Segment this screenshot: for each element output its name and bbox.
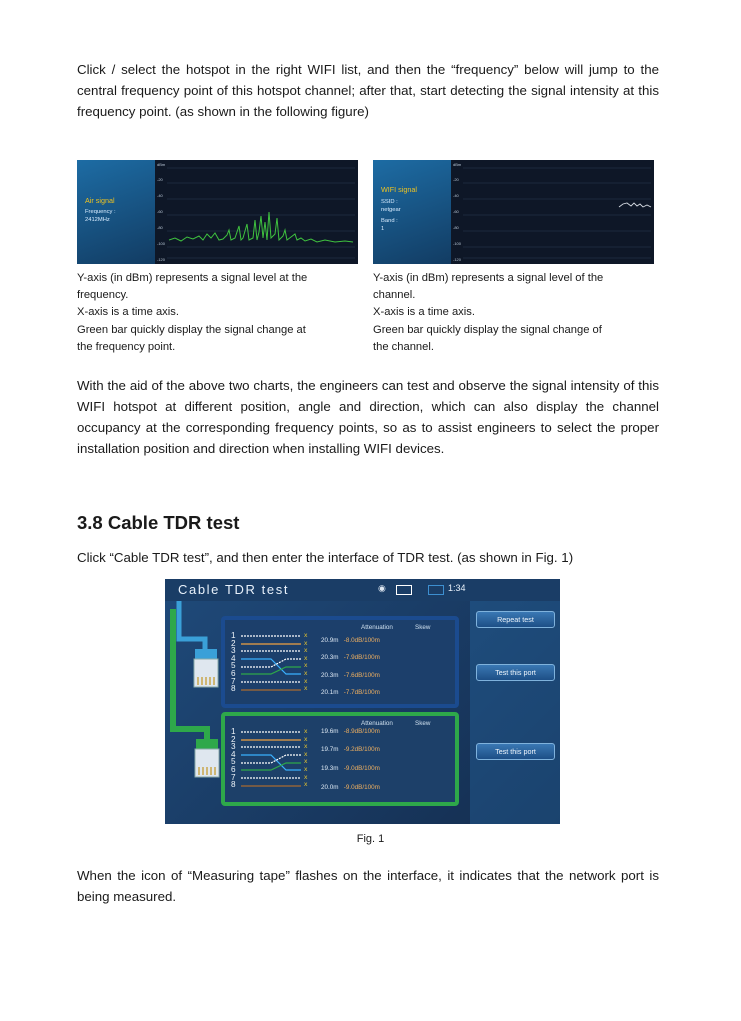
figure-label: Fig. 1 [356,833,385,845]
y-tick-40: -40 [453,193,459,198]
left-caption-line: frequency. [77,289,129,302]
air-signal-title: Air signal [85,196,115,205]
attenuation-value: -7.7dB/100m [343,689,380,696]
length-value: 20.0m [321,784,339,791]
ssid-label: SSID : [381,199,398,205]
length-value: 19.6m [321,728,339,735]
length-value: 20.1m [321,689,339,696]
y-tick-20: -20 [453,177,459,182]
y-tick-unit: dBm [157,162,166,167]
left-caption [77,270,307,356]
left-caption-line: Y-axis (in dBm) represents a signal level at the [77,272,308,284]
result-row [321,654,380,661]
wifi-signal-title: WIFI signal [381,185,417,194]
right-caption-line: the channel. [373,340,434,353]
left-caption-line: the frequency point. [77,340,176,353]
left-caption-line: X-axis is a time axis. [77,306,179,319]
right-caption-line: channel. [373,289,416,302]
wire-map [241,730,303,794]
frequency-value: 2412MHz [85,217,110,223]
length-value: 20.9m [321,637,339,644]
cable-graphics [165,579,225,824]
y-tick-20: -20 [157,177,163,182]
right-caption-line: Green bar quickly display the signal change of [373,323,602,336]
right-caption-line: X-axis is a time axis. [373,306,475,319]
closing-paragraph: When the icon of “Measuring tape” flashes on the interface, it indicates that the network port is being measured. [77,868,659,904]
test-port-1-button[interactable]: Test this port [476,664,555,681]
result-row [321,672,380,679]
band-value: 1 [381,226,385,232]
section-heading: 3.8 Cable TDR test [77,512,240,533]
y-tick-60: -60 [453,209,459,214]
wire-map [241,634,303,698]
battery-icon [396,585,412,595]
status-icon [428,585,444,595]
attenuation-header: Attenuation [361,624,393,631]
measuring-tape-icon: ◉ [378,583,386,593]
y-tick-unit: dBm [453,162,462,167]
clock: 1:34 [448,583,466,593]
result-row [321,637,380,644]
port-2-results [221,712,459,806]
skew-header: Skew [415,624,431,631]
right-caption-line: Y-axis (in dBm) represents a signal level of the [373,272,604,284]
air-signal-sidebar [77,160,155,264]
result-row [321,728,380,735]
frequency-label: Frequency : [85,209,116,215]
intro-paragraph: Click / select the hotspot in the right WIFI list, and then the “frequency” below will jump to the central frequency point of this hotspot channel; after that, start detecting the signal intensity at this frequency point. (as shown in the following figure) [77,62,659,119]
tdr-title: Cable TDR test [178,582,290,597]
body-paragraph: With the aid of the above two charts, the engineers can test and observe the signal intensity of this WIFI hotspot at different position, angle and direction, which can also display the channel occupancy at the corresponding frequency points, so as to assist engineers to select the proper installation position and direction when installing WIFI devices. [77,378,659,456]
y-tick-80: -80 [157,225,163,230]
y-tick-40: -40 [157,193,163,198]
air-signal-panel [77,160,358,264]
y-tick-120: -120 [157,257,166,262]
band-label: Band : [381,218,398,224]
pin-numbers: 1 2 3 4 5 6 7 8 [231,631,236,694]
length-value: 19.3m [321,765,339,772]
pin-x-marks: x x x x x x x x [304,632,308,693]
attenuation-value: -7.9dB/100m [343,654,380,661]
skew-header: Skew [415,720,431,727]
attenuation-value: -9.2dB/100m [343,746,380,753]
tdr-screen [165,579,560,824]
y-tick-100: -100 [157,241,166,246]
length-value: 20.3m [321,654,339,661]
right-caption [373,270,603,356]
test-port-2-button[interactable]: Test this port [476,743,555,760]
attenuation-header: Attenuation [361,720,393,727]
ssid-value: netgear [381,207,401,213]
repeat-test-button[interactable]: Repeat test [476,611,555,628]
wifi-signal-sidebar [373,160,451,264]
result-row [321,784,380,791]
y-tick-80: -80 [453,225,459,230]
wifi-signal-graph [451,160,654,264]
section-intro: Click “Cable TDR test”, and then enter the interface of TDR test. (as shown in Fig. 1) [77,550,574,565]
wifi-signal-panel [373,160,654,264]
attenuation-value: -9.0dB/100m [343,765,380,772]
air-signal-graph [155,160,358,264]
result-row [321,689,380,696]
length-value: 20.3m [321,672,339,679]
port-1-results [221,616,459,708]
result-row [321,746,380,753]
result-row [321,765,380,772]
pin-numbers: 1 2 3 4 5 6 7 8 [231,727,236,790]
pin-x-marks: x x x x x x x x [304,728,308,789]
button-column [470,601,560,824]
y-tick-60: -60 [157,209,163,214]
y-tick-100: -100 [453,241,462,246]
attenuation-value: -9.0dB/100m [343,784,380,791]
left-caption-line: Green bar quickly display the signal change at [77,323,306,336]
attenuation-value: -8.9dB/100m [343,728,380,735]
attenuation-value: -8.0dB/100m [343,637,380,644]
y-tick-120: -120 [453,257,462,262]
length-value: 19.7m [321,746,339,753]
attenuation-value: -7.6dB/100m [343,672,380,679]
